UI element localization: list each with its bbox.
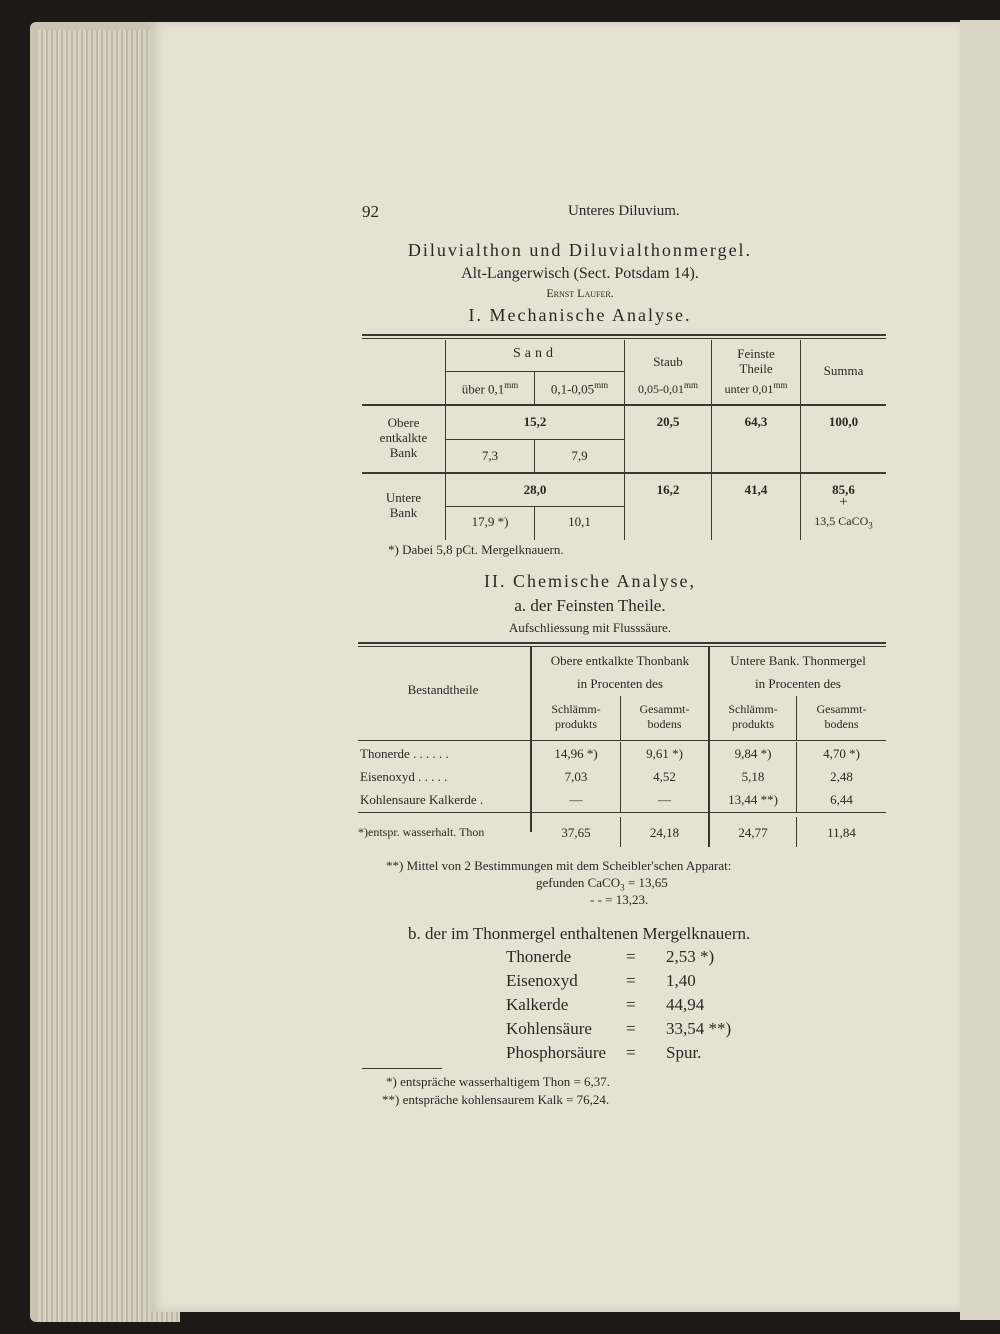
col-staub-range: $0,05-0,01^{mm}$ [637,380,698,396]
equals: = [626,995,636,1014]
total-row-label: *)entspr. wasserhalt. Thon [358,825,485,839]
cell: 5,18 [741,769,765,784]
table2-header-rule [358,740,886,741]
footnote-2-line2: gefunden CaCO$_3$ = 13,65 [536,875,668,893]
row-label: Thonerde . . . . . . [360,746,449,761]
footnote-2-line1: **) Mittel von 2 Bestimmungen mit dem Scheibler'schen Apparat: [386,858,732,873]
cell: 24,77 [738,825,768,840]
row-label: Kohlensäure [506,1019,592,1038]
col-between: $0,1-0,05^{mm}$ [550,380,609,397]
equals: = [626,1043,636,1062]
cell-summa: 85,6 [832,482,855,497]
cell-summa: 100,0 [828,414,859,429]
cell-sand-total: 28,0 [523,482,547,497]
col-schlamm-2: Schlämm- produkts [728,702,778,731]
book-page [150,22,960,1312]
equals: = [626,971,636,990]
col-group1-a: Obere entkalkte Thonbank [550,653,690,668]
table1-top-rule [362,334,886,336]
cell-staub: 20,5 [656,414,680,429]
page-stack-right [960,20,1000,1320]
cell-staub: 16,2 [656,482,680,497]
section3-title: b. der im Thonmergel enthaltenen Mergelknauern. [408,924,751,943]
value: 33,54 **) [666,1019,732,1038]
col-feinste: Feinste [737,346,775,361]
value: 1,40 [666,971,696,990]
cell-sand-a: 17,9 *) [471,514,509,529]
cell: 24,18 [649,825,680,840]
section2-title: II. Chemische Analyse, [484,571,696,591]
cell: 4,52 [653,769,676,784]
col-over: über $0,1^{mm}$ [461,380,519,397]
col-summa: Summa [823,363,864,378]
footnote-4: **) entspräche kohlensaurem Kalk = 76,24. [382,1092,610,1107]
equals: = [626,1019,636,1038]
row-label: Eisenoxyd . . . . . [360,769,448,784]
cell-sand-b: 10,1 [568,514,591,529]
col-schlamm-1: Schlämm- produkts [551,702,601,731]
row-label-obere: Obere entkalkte Bank [379,415,428,460]
equals: = [626,947,636,966]
value: 2,53 *) [666,947,715,966]
table2-top-rule [358,642,886,644]
col-staub: Staub [653,354,683,369]
col-gesammt-1: Gesammt- bodens [639,702,690,731]
cell: 37,65 [561,825,591,840]
footnote-divider [362,1068,442,1069]
cell-sand-a: 7,3 [481,448,499,463]
value: 44,94 [666,995,705,1014]
col-group2-b: in Procenten des [755,676,841,691]
plus-sign: + [839,494,848,510]
row-label: Phosphorsäure [506,1043,607,1062]
section2-method: Aufschliessung mit Flusssäure. [508,620,672,635]
section2-subtitle: a. der Feinsten Theile. [514,596,666,615]
cell-sand-b: 7,9 [571,448,588,463]
cell: 2,48 [830,769,853,784]
author: Ernst Laufer. [546,286,614,300]
col-under: unter $0,01^{mm}$ [724,380,788,396]
cell: 7,03 [564,769,588,784]
cell: 4,70 *) [823,746,860,761]
cell-sand-total: 15,2 [523,414,547,429]
col-group1-b: in Procenten des [577,676,663,691]
row-label-untere: Untere Bank [385,490,422,520]
cell: 9,84 *) [734,746,772,761]
cell: 9,61 *) [646,746,683,761]
footnote-1: *) Dabei 5,8 pCt. Mergelknauern. [388,542,564,557]
location: Alt-Langerwisch (Sect. Potsdam 14). [461,265,699,282]
cell: 11,84 [827,825,856,840]
cell: 13,44 **) [728,792,778,807]
cell: 14,96 *) [554,746,598,761]
cell-caco3: 13,5 CaCO$_3$ [814,514,873,531]
row-label: Eisenoxyd [506,971,578,990]
col-theile: Theile [739,361,773,376]
main-title: Diluvialthon und Diluvialthonmergel. [407,240,753,260]
row-label: Kalkerde [506,995,569,1014]
cell-feinste: 41,4 [744,482,768,497]
footnote-2-line3: - - = 13,23. [590,892,649,907]
footnote-3: *) entspräche wasserhaltigem Thon = 6,37. [386,1074,611,1089]
col-group2-a: Untere Bank. Thonmergel [730,653,866,668]
row-label: Thonerde [506,947,572,966]
value: Spur. [666,1043,702,1062]
section1-title: I. Mechanische Analyse. [468,305,692,325]
col-sand: Sand [513,346,557,361]
page-number: 92 [362,202,379,221]
cell: 6,44 [830,792,853,807]
running-title: Unteres Diluvium. [568,203,680,219]
row-label: Kohlensaure Kalkerde . [360,792,484,807]
col-bestandtheile: Bestandtheile [407,682,479,697]
col-gesammt-2: Gesammt- bodens [816,702,867,731]
cell: — [658,792,671,807]
cell: — [569,792,583,807]
cell-feinste: 64,3 [744,414,768,429]
